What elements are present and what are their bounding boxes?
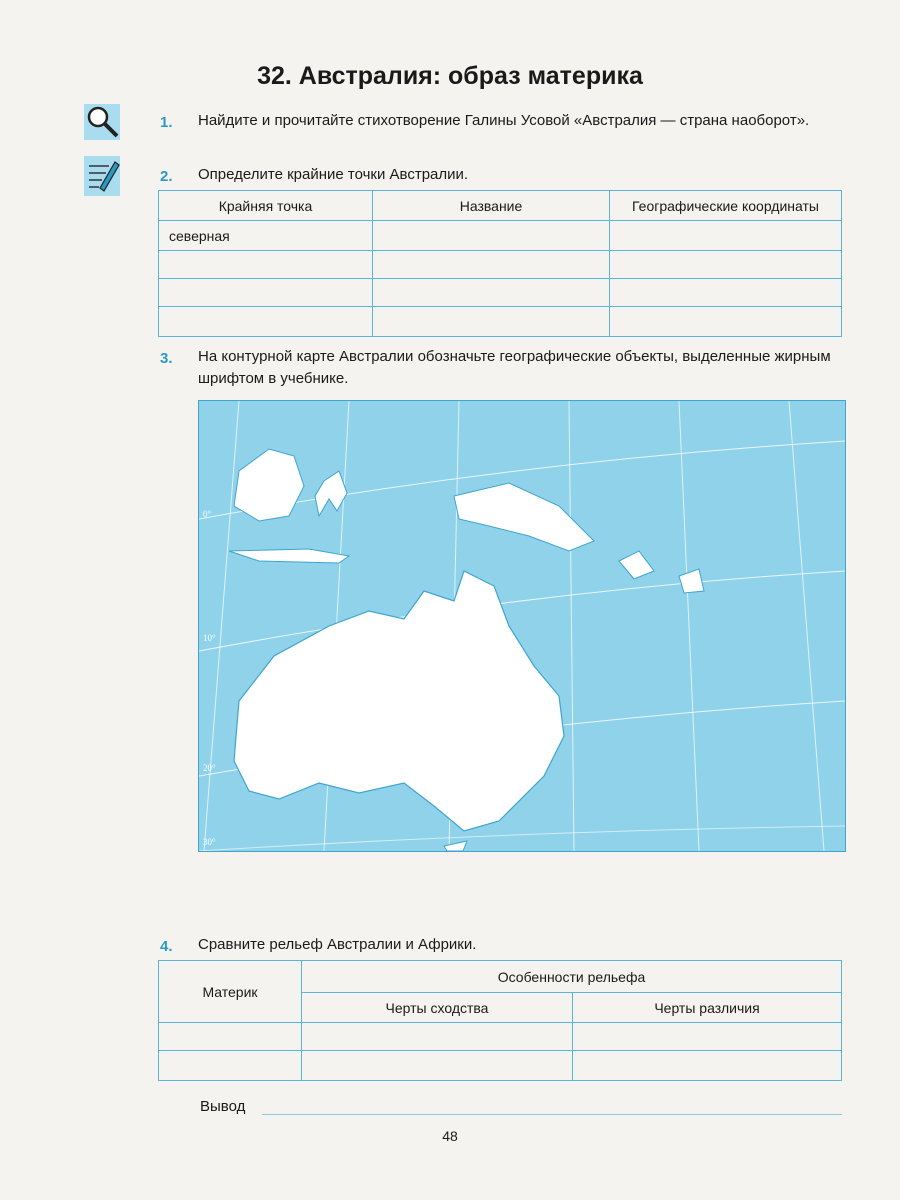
magnifier-icon	[84, 104, 120, 140]
table-cell[interactable]	[573, 1051, 842, 1081]
table-cell[interactable]	[610, 221, 842, 251]
table-cell[interactable]	[159, 1051, 302, 1081]
relief-comparison-table	[158, 960, 842, 1081]
pencil-notepad-icon	[84, 156, 120, 196]
task-3-number: 3.	[160, 350, 173, 367]
map-graticule	[199, 401, 845, 851]
page-number: 48	[442, 1128, 458, 1144]
table-cell[interactable]	[373, 221, 610, 251]
task-4-text: Сравните рельеф Австралии и Африки.	[198, 936, 477, 953]
table-cell[interactable]	[302, 1051, 573, 1081]
table-header: Географические координаты	[610, 191, 842, 221]
table-header: Особенности рельефа	[302, 961, 842, 993]
task-2-number: 2.	[160, 168, 173, 185]
table-cell[interactable]	[159, 307, 373, 337]
table-header: Черты различия	[573, 993, 842, 1023]
contour-map-australia[interactable]	[198, 400, 846, 852]
table-cell[interactable]	[610, 251, 842, 279]
continent-australia	[234, 571, 564, 831]
table-cell[interactable]	[573, 1023, 842, 1051]
table-cell[interactable]	[610, 279, 842, 307]
conclusion-line[interactable]	[262, 1114, 842, 1115]
task-3-text: На контурной карте Австралии обозначьте географические объекты, выделенные жирным шрифтом в учебнике.	[198, 348, 831, 387]
island-sulawesi	[315, 471, 347, 516]
table-cell[interactable]	[159, 251, 373, 279]
island-borneo	[234, 449, 304, 521]
table-header: Материк	[159, 961, 302, 1023]
table-header: Крайняя точка	[159, 191, 373, 221]
table-cell[interactable]	[159, 279, 373, 307]
page-title: 32. Австралия: образ материка	[257, 62, 643, 90]
table-cell[interactable]	[610, 307, 842, 337]
latitude-label: 20°	[203, 763, 216, 773]
island-new-guinea	[454, 483, 594, 551]
latitude-label: 10°	[203, 633, 216, 643]
table-cell: северная	[159, 221, 373, 251]
table-header: Название	[373, 191, 610, 221]
island-tasmania	[444, 841, 467, 851]
extreme-points-table	[158, 190, 842, 337]
islands-oceania	[619, 551, 704, 593]
table-cell[interactable]	[373, 251, 610, 279]
latitude-label: 0°	[203, 509, 212, 519]
task-1-text: Найдите и прочитайте стихотворение Галины Усовой «Австралия — страна наоборот».	[198, 112, 810, 129]
latitude-label: 30°	[203, 837, 216, 847]
task-2-text: Определите крайние точки Австралии.	[198, 166, 469, 183]
table-cell[interactable]	[159, 1023, 302, 1051]
table-cell[interactable]	[302, 1023, 573, 1051]
task-4-number: 4.	[160, 938, 173, 955]
table-cell[interactable]	[373, 279, 610, 307]
table-cell[interactable]	[373, 307, 610, 337]
island-java	[229, 549, 349, 563]
task-1-number: 1.	[160, 114, 173, 131]
table-header: Черты сходства	[302, 993, 573, 1023]
conclusion-label: Вывод	[200, 1098, 246, 1115]
